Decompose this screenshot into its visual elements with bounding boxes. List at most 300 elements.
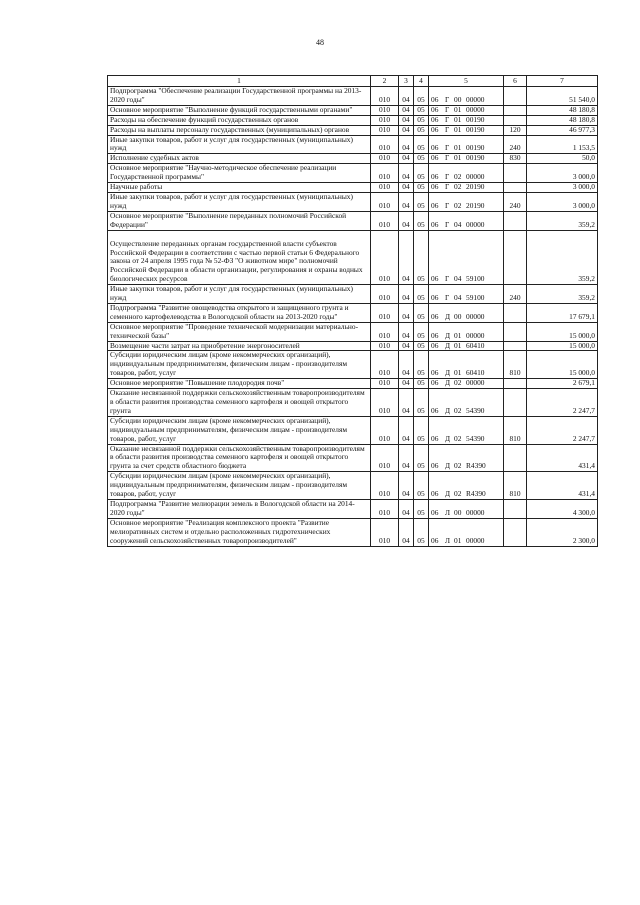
row-name: Основное мероприятие "Выполнение функций государственными органами" — [110, 104, 353, 114]
ministry-code: 010 — [371, 472, 399, 500]
table-row — [108, 416, 598, 444]
row-name-cell — [108, 154, 371, 164]
row-name-cell — [108, 444, 371, 472]
row-name-cell — [108, 416, 371, 444]
target-code-part: 06 — [431, 433, 439, 443]
target-code-part: 06 — [431, 461, 439, 471]
target-article-code — [429, 154, 504, 164]
amount-value: 2 679,1 — [527, 379, 598, 389]
section-code: 04 — [399, 164, 414, 183]
target-code-part: 00190 — [466, 153, 485, 163]
target-code-part: Л — [445, 535, 451, 545]
target-article-code — [429, 341, 504, 351]
subsection-code: 05 — [414, 183, 429, 193]
row-name-cell — [108, 115, 371, 125]
target-code-part: Д — [445, 311, 451, 321]
row-name: Осуществление переданных органам государственной власти субъектов Российской Федерации в соответствии с частью первой статьи 6 Федерального закона от 24 апреля 1995 года № 52-ФЗ "О животном мире" полномочий Российской Федерации в области организации, регулирования и охраны водных биологических ресурсов — [110, 238, 363, 284]
subsection-code: 05 — [414, 322, 429, 341]
target-code-part: 06 — [431, 293, 439, 303]
target-article-code — [429, 499, 504, 518]
amount-value: 2 247,7 — [527, 416, 598, 444]
section-code: 04 — [399, 303, 414, 322]
target-code-part: 02 — [454, 200, 462, 210]
target-article-code — [429, 303, 504, 322]
target-code-part: 06 — [431, 219, 439, 229]
expense-type-code: 240 — [504, 285, 527, 304]
amount-value: 15 000,0 — [527, 322, 598, 341]
target-code-part: Г — [445, 124, 450, 134]
table-row — [108, 164, 598, 183]
row-name-cell — [108, 87, 371, 106]
table-row — [108, 183, 598, 193]
target-article-code — [429, 230, 504, 285]
target-code-part: 00000 — [466, 311, 485, 321]
target-code-part: 00000 — [466, 219, 485, 229]
row-name: Исполнение судебных актов — [110, 153, 199, 163]
target-code-part: 02 — [454, 182, 462, 192]
target-code-part: 00 — [454, 507, 462, 517]
column-header: 5 — [429, 76, 504, 87]
target-code-part: 01 — [454, 368, 462, 378]
target-article-code — [429, 518, 504, 546]
row-name: Подпрограмма "Развитие мелиорации земель в Вологодской области на 2014-2020 годы" — [110, 498, 355, 517]
table-row — [108, 211, 598, 230]
target-code-part: 00000 — [466, 378, 485, 388]
target-code-part: 00000 — [466, 507, 485, 517]
amount-value: 3 000,0 — [527, 192, 598, 211]
column-header: 3 — [399, 76, 414, 87]
target-code-part: 02 — [454, 489, 462, 499]
table-row — [108, 322, 598, 341]
ministry-code: 010 — [371, 87, 399, 106]
target-code-part: 00000 — [466, 94, 485, 104]
amount-value: 15 000,0 — [527, 341, 598, 351]
row-name-cell — [108, 183, 371, 193]
column-header: 4 — [414, 76, 429, 87]
section-code: 04 — [399, 416, 414, 444]
row-name-cell — [108, 379, 371, 389]
row-name-cell — [108, 499, 371, 518]
target-code-part: 60410 — [466, 340, 485, 350]
expense-type-code — [504, 389, 527, 417]
amount-value: 4 300,0 — [527, 499, 598, 518]
subsection-code: 05 — [414, 154, 429, 164]
section-code: 04 — [399, 192, 414, 211]
target-code-part: R4390 — [466, 489, 486, 499]
table-row — [108, 87, 598, 106]
target-code-part: Г — [445, 274, 450, 284]
expense-type-code — [504, 105, 527, 115]
subsection-code: 05 — [414, 389, 429, 417]
table-row — [108, 341, 598, 351]
target-code-part: 00190 — [466, 143, 485, 153]
target-article-code — [429, 87, 504, 106]
ministry-code: 010 — [371, 341, 399, 351]
target-article-code — [429, 416, 504, 444]
ministry-code: 010 — [371, 303, 399, 322]
subsection-code: 05 — [414, 341, 429, 351]
ministry-code: 010 — [371, 230, 399, 285]
ministry-code: 010 — [371, 135, 399, 154]
row-name-cell — [108, 230, 371, 285]
target-code-part: 01 — [454, 114, 462, 124]
expense-type-code: 120 — [504, 125, 527, 135]
row-name-cell — [108, 303, 371, 322]
row-name: Оказание несвязанной поддержки сельскохозяйственным товаропроизводителям в области развития производства семенного картофеля и овощей открытого грунта за счет средств областного бюджета — [110, 443, 365, 471]
target-code-part: Г — [445, 200, 450, 210]
ministry-code: 010 — [371, 285, 399, 304]
expense-type-code — [504, 499, 527, 518]
subsection-code: 05 — [414, 379, 429, 389]
row-name-cell — [108, 341, 371, 351]
table-row — [108, 518, 598, 546]
header-row — [108, 76, 598, 87]
target-code-part: Д — [445, 378, 451, 388]
row-name: Иные закупки товаров, работ и услуг для государственных (муниципальных) нужд — [110, 134, 353, 153]
row-name: Субсидии юридическим лицам (кроме некоммерческих организаций), индивидуальным предпринимателям, физическим лицам - производителям товаров, работ, услуг — [110, 350, 348, 378]
ministry-code: 010 — [371, 115, 399, 125]
amount-value: 359,2 — [527, 285, 598, 304]
section-code: 04 — [399, 389, 414, 417]
amount-value: 15 000,0 — [527, 351, 598, 379]
subsection-code: 05 — [414, 87, 429, 106]
amount-value: 431,4 — [527, 472, 598, 500]
target-code-part: Г — [445, 94, 450, 104]
column-header: 6 — [504, 76, 527, 87]
row-name: Основное мероприятие "Научно-методическое обеспечение реализации Государственной программы" — [110, 163, 337, 182]
target-code-part: 60410 — [466, 368, 485, 378]
subsection-code: 05 — [414, 125, 429, 135]
target-article-code — [429, 472, 504, 500]
row-name-cell — [108, 105, 371, 115]
target-article-code — [429, 211, 504, 230]
target-code-part: 02 — [454, 433, 462, 443]
amount-value: 17 679,1 — [527, 303, 598, 322]
target-code-part: 01 — [454, 340, 462, 350]
target-code-part: 06 — [431, 368, 439, 378]
section-code: 04 — [399, 125, 414, 135]
target-code-part: 06 — [431, 274, 439, 284]
ministry-code: 010 — [371, 379, 399, 389]
target-code-part: Г — [445, 182, 450, 192]
expense-type-code: 810 — [504, 416, 527, 444]
target-code-part: 00190 — [466, 114, 485, 124]
target-code-part: Д — [445, 405, 451, 415]
target-code-part: 59100 — [466, 274, 485, 284]
row-name: Оказание несвязанной поддержки сельскохозяйственным товаропроизводителям в области развития производства семенного картофеля и овощей открытого грунта — [110, 388, 365, 415]
target-code-part: Д — [445, 489, 451, 499]
ministry-code: 010 — [371, 125, 399, 135]
target-code-part: Г — [445, 172, 450, 182]
table-body — [108, 76, 598, 547]
column-header: 1 — [108, 76, 371, 87]
amount-value: 46 977,3 — [527, 125, 598, 135]
target-article-code — [429, 351, 504, 379]
target-code-part: Г — [445, 153, 450, 163]
ministry-code: 010 — [371, 154, 399, 164]
target-code-part: 00000 — [466, 104, 485, 114]
target-code-part: 06 — [431, 200, 439, 210]
target-code-part: Д — [445, 340, 451, 350]
target-code-part: 01 — [454, 143, 462, 153]
section-code: 04 — [399, 322, 414, 341]
expense-type-code — [504, 379, 527, 389]
table-row — [108, 105, 598, 115]
page-number: 48 — [316, 38, 324, 47]
amount-value: 2 300,0 — [527, 518, 598, 546]
target-code-part: 06 — [431, 94, 439, 104]
row-name: Иные закупки товаров, работ и услуг для государственных (муниципальных) нужд — [110, 191, 353, 210]
target-code-part: 06 — [431, 378, 439, 388]
expense-type-code: 830 — [504, 154, 527, 164]
ministry-code: 010 — [371, 105, 399, 115]
target-code-part: 06 — [431, 153, 439, 163]
column-header: 2 — [371, 76, 399, 87]
row-name-cell — [108, 285, 371, 304]
target-code-part: 02 — [454, 461, 462, 471]
section-code: 04 — [399, 87, 414, 106]
table-row — [108, 135, 598, 154]
target-code-part: 06 — [431, 535, 439, 545]
amount-value: 3 000,0 — [527, 183, 598, 193]
target-code-part: 06 — [431, 507, 439, 517]
section-code: 04 — [399, 341, 414, 351]
subsection-code: 05 — [414, 499, 429, 518]
expense-type-code — [504, 183, 527, 193]
target-code-part: Г — [445, 143, 450, 153]
subsection-code: 05 — [414, 303, 429, 322]
table-row — [108, 285, 598, 304]
table-row — [108, 389, 598, 417]
expense-type-code: 810 — [504, 351, 527, 379]
section-code: 04 — [399, 154, 414, 164]
expense-type-code: 240 — [504, 135, 527, 154]
subsection-code: 05 — [414, 164, 429, 183]
row-name: Основное мероприятие "Реализация комплексного проекта "Развитие мелиоративных систем и отдельно расположенных гидротехнических сооружений сельскохозяйственных товаропроизводителей" — [110, 517, 331, 545]
section-code: 04 — [399, 230, 414, 285]
target-code-part: Л — [445, 507, 451, 517]
target-code-part: 06 — [431, 104, 439, 114]
table-row — [108, 303, 598, 322]
amount-value: 50,0 — [527, 154, 598, 164]
subsection-code: 05 — [414, 444, 429, 472]
subsection-code: 05 — [414, 518, 429, 546]
amount-value: 431,4 — [527, 444, 598, 472]
row-name-cell — [108, 472, 371, 500]
target-code-part: 00000 — [466, 535, 485, 545]
section-code: 04 — [399, 499, 414, 518]
amount-value: 48 180,8 — [527, 115, 598, 125]
row-name: Подпрограмма "Обеспечение реализации Государственной программы на 2013-2020 годы" — [110, 86, 362, 104]
section-code: 04 — [399, 105, 414, 115]
ministry-code: 010 — [371, 416, 399, 444]
target-code-part: 00 — [454, 94, 462, 104]
expense-type-code — [504, 211, 527, 230]
target-code-part: Д — [445, 368, 451, 378]
expense-type-code — [504, 115, 527, 125]
target-code-part: Г — [445, 293, 450, 303]
target-code-part: 04 — [454, 274, 462, 284]
target-article-code — [429, 379, 504, 389]
target-code-part: 02 — [454, 172, 462, 182]
subsection-code: 05 — [414, 472, 429, 500]
amount-value: 2 247,7 — [527, 389, 598, 417]
ministry-code: 010 — [371, 211, 399, 230]
row-name: Расходы на выплаты персоналу государственных (муниципальных) органов — [110, 124, 350, 134]
expense-type-code — [504, 322, 527, 341]
target-article-code — [429, 192, 504, 211]
target-article-code — [429, 322, 504, 341]
expense-type-code — [504, 87, 527, 106]
row-name-cell — [108, 322, 371, 341]
table-row — [108, 444, 598, 472]
target-code-part: Г — [445, 104, 450, 114]
amount-value: 48 180,8 — [527, 105, 598, 115]
target-code-part: 01 — [454, 104, 462, 114]
section-code: 04 — [399, 183, 414, 193]
target-code-part: Д — [445, 330, 451, 340]
subsection-code: 05 — [414, 230, 429, 285]
target-code-part: 59100 — [466, 293, 485, 303]
section-code: 04 — [399, 351, 414, 379]
target-code-part: 02 — [454, 405, 462, 415]
budget-table — [107, 75, 598, 547]
target-code-part: Д — [445, 461, 451, 471]
target-code-part: R4390 — [466, 461, 486, 471]
target-code-part: 00190 — [466, 124, 485, 134]
target-article-code — [429, 164, 504, 183]
table-row — [108, 115, 598, 125]
target-code-part: 00000 — [466, 330, 485, 340]
subsection-code: 05 — [414, 416, 429, 444]
section-code: 04 — [399, 211, 414, 230]
target-code-part: 01 — [454, 153, 462, 163]
ministry-code: 010 — [371, 351, 399, 379]
expense-type-code — [504, 164, 527, 183]
column-header: 7 — [527, 76, 598, 87]
amount-value: 1 153,5 — [527, 135, 598, 154]
target-code-part: 04 — [454, 219, 462, 229]
target-article-code — [429, 183, 504, 193]
row-name-cell — [108, 518, 371, 546]
row-name-cell — [108, 192, 371, 211]
section-code: 04 — [399, 472, 414, 500]
expense-type-code — [504, 444, 527, 472]
target-code-part: 01 — [454, 330, 462, 340]
target-code-part: 20190 — [466, 182, 485, 192]
subsection-code: 05 — [414, 115, 429, 125]
target-code-part: 06 — [431, 143, 439, 153]
table-row — [108, 154, 598, 164]
target-code-part: 01 — [454, 535, 462, 545]
target-code-part: 04 — [454, 293, 462, 303]
target-article-code — [429, 389, 504, 417]
row-name: Субсидии юридическим лицам (кроме некоммерческих организаций), индивидуальным предпринимателям, физическим лицам - производителям товаров, работ, услуг — [110, 415, 348, 443]
target-code-part: 06 — [431, 330, 439, 340]
subsection-code: 05 — [414, 135, 429, 154]
target-code-part: 01 — [454, 124, 462, 134]
target-code-part: 54390 — [466, 433, 485, 443]
amount-value: 3 000,0 — [527, 164, 598, 183]
target-article-code — [429, 115, 504, 125]
table-row — [108, 351, 598, 379]
target-code-part: 06 — [431, 172, 439, 182]
target-code-part: Г — [445, 219, 450, 229]
table-row — [108, 230, 598, 285]
target-code-part: 20190 — [466, 200, 485, 210]
section-code: 04 — [399, 285, 414, 304]
row-name: Научные работы — [110, 182, 163, 192]
target-code-part: Г — [445, 114, 450, 124]
expense-type-code — [504, 230, 527, 285]
row-name-cell — [108, 125, 371, 135]
ministry-code: 010 — [371, 192, 399, 211]
target-code-part: 06 — [431, 340, 439, 350]
target-code-part: 54390 — [466, 405, 485, 415]
row-name-cell — [108, 389, 371, 417]
section-code: 04 — [399, 444, 414, 472]
subsection-code: 05 — [414, 192, 429, 211]
target-article-code — [429, 125, 504, 135]
row-name: Подпрограмма "Развитие овощеводства открытого и защищенного грунта и семенного картофелеводства в Вологодской области на 2013-2020 годы" — [110, 302, 349, 321]
target-code-part: 06 — [431, 311, 439, 321]
row-name-cell — [108, 211, 371, 230]
row-name-cell — [108, 135, 371, 154]
row-name-cell — [108, 351, 371, 379]
ministry-code: 010 — [371, 183, 399, 193]
target-code-part: 06 — [431, 182, 439, 192]
row-name: Основное мероприятие "Повышение плодородия почв" — [110, 378, 285, 388]
ministry-code: 010 — [371, 518, 399, 546]
amount-value: 359,2 — [527, 211, 598, 230]
row-name: Основное мероприятие "Выполнение переданных полномочий Российской Федерации" — [110, 210, 347, 229]
ministry-code: 010 — [371, 322, 399, 341]
target-code-part: 00000 — [466, 172, 485, 182]
row-name: Основное мероприятие "Проведение технической модернизации материально-технической базы" — [110, 321, 359, 340]
target-article-code — [429, 135, 504, 154]
row-name-cell — [108, 164, 371, 183]
row-name: Возмещение части затрат на приобретение энергоносителей — [110, 340, 300, 350]
expense-type-code — [504, 341, 527, 351]
expense-type-code — [504, 518, 527, 546]
target-code-part: Д — [445, 433, 451, 443]
ministry-code: 010 — [371, 499, 399, 518]
target-code-part: 06 — [431, 489, 439, 499]
table-row — [108, 379, 598, 389]
table-row — [108, 192, 598, 211]
section-code: 04 — [399, 135, 414, 154]
target-code-part: 02 — [454, 378, 462, 388]
target-code-part: 06 — [431, 114, 439, 124]
subsection-code: 05 — [414, 211, 429, 230]
table-row — [108, 472, 598, 500]
expense-type-code: 240 — [504, 192, 527, 211]
section-code: 04 — [399, 518, 414, 546]
target-code-part: 00 — [454, 311, 462, 321]
subsection-code: 05 — [414, 285, 429, 304]
row-name: Расходы на обеспечение функций государственных органов — [110, 114, 299, 124]
expense-type-code — [504, 303, 527, 322]
target-article-code — [429, 105, 504, 115]
amount-value: 359,2 — [527, 230, 598, 285]
target-article-code — [429, 285, 504, 304]
ministry-code: 010 — [371, 164, 399, 183]
target-code-part: 06 — [431, 124, 439, 134]
amount-value: 51 540,0 — [527, 87, 598, 106]
section-code: 04 — [399, 115, 414, 125]
expense-type-code: 810 — [504, 472, 527, 500]
table-row — [108, 499, 598, 518]
